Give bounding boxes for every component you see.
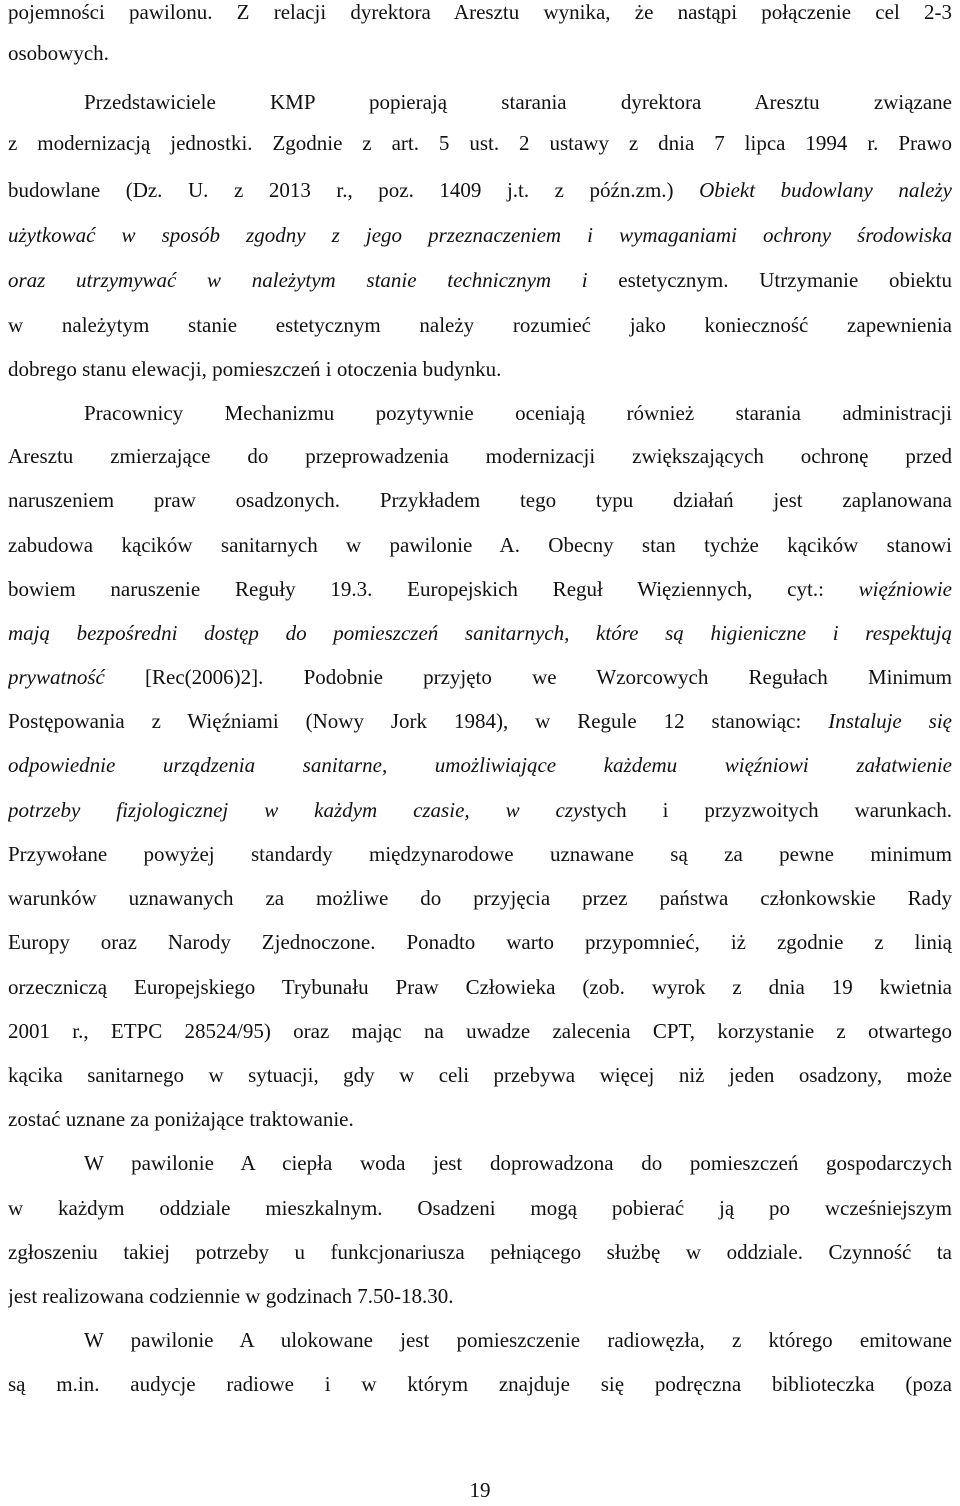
text-line: orzeczniczą Europejskiego Trybunału Praw Człowieka (zob. wyrok z dnia 19 kwietnia xyxy=(8,975,952,999)
text-line: 2001 r., ETPC 28524/95) oraz mając na uwadze zalecenia CPT, korzystanie z otwartego xyxy=(8,1019,952,1043)
text-line: dobrego stanu elewacji, pomieszczeń i otoczenia budynku. xyxy=(8,357,502,381)
text-line: w należytym stanie estetycznym należy rozumieć jako konieczność zapewnienia xyxy=(8,313,952,337)
text-line: są m.in. audycje radiowe i w którym znajduje się podręczna biblioteczka (poza xyxy=(8,1372,952,1396)
text-line: użytkować w sposób zgodny z jego przeznaczeniem i wymaganiami ochrony środowiska xyxy=(8,223,952,247)
text-line: osobowych. xyxy=(8,41,109,65)
text-line: prywatność [Rec(2006)2]. Podobnie przyjęto we Wzorcowych Regułach Minimum xyxy=(8,665,952,689)
text-line: Aresztu zmierzające do przeprowadzenia modernizacji zwiększających ochronę przed xyxy=(8,444,952,468)
text-line: budowlane (Dz. U. z 2013 r., poz. 1409 j.t. z późn.zm.) Obiekt budowlany należy xyxy=(8,178,952,202)
text-line: zostać uznane za poniżające traktowanie. xyxy=(8,1107,354,1131)
paragraph-start-line: W pawilonie A ciepła woda jest doprowadzona do pomieszczeń gospodarczych xyxy=(84,1151,952,1175)
text-line: zabudowa kącików sanitarnych w pawilonie A. Obecny stan tychże kącików stanowi xyxy=(8,533,952,557)
text-line: oraz utrzymywać w należytym stanie technicznym i estetycznym. Utrzymanie obiektu xyxy=(8,268,952,292)
paragraph-start-line: W pawilonie A ulokowane jest pomieszczenie radiowęzła, z którego emitowane xyxy=(84,1328,952,1352)
text-line: Przywołane powyżej standardy międzynarodowe uznawane są za pewne minimum xyxy=(8,842,952,866)
text-line: w każdym oddziale mieszkalnym. Osadzeni mogą pobierać ją po wcześniejszym xyxy=(8,1196,952,1220)
text-line: Europy oraz Narody Zjednoczone. Ponadto warto przypomnieć, iż zgodnie z linią xyxy=(8,930,952,954)
text-line: pojemności pawilonu. Z relacji dyrektora Aresztu wynika, że nastąpi połączenie cel 2-3 xyxy=(8,0,952,24)
text-line: mają bezpośredni dostęp do pomieszczeń sanitarnych, które są higieniczne i respektują xyxy=(8,621,952,645)
text-line: zgłoszeniu takiej potrzeby u funkcjonariusza pełniącego służbę w oddziale. Czynność ta xyxy=(8,1240,952,1264)
text-line: jest realizowana codziennie w godzinach 7.50-18.30. xyxy=(8,1284,454,1308)
paragraph-start-line: Przedstawiciele KMP popierają starania dyrektora Aresztu związane xyxy=(84,90,952,114)
text-line: odpowiednie urządzenia sanitarne, umożliwiające każdemu więźniowi załatwienie xyxy=(8,753,952,777)
text-line: Postępowania z Więźniami (Nowy Jork 1984), w Regule 12 stanowiąc: Instaluje się xyxy=(8,709,952,733)
text-line: warunków uznawanych za możliwe do przyjęcia przez państwa członkowskie Rady xyxy=(8,886,952,910)
text-line: naruszeniem praw osadzonych. Przykładem tego typu działań jest zaplanowana xyxy=(8,488,952,512)
text-line: kącika sanitarnego w sytuacji, gdy w celi przebywa więcej niż jeden osadzony, może xyxy=(8,1063,952,1087)
page-number: 19 xyxy=(469,1478,491,1502)
text-line: bowiem naruszenie Reguły 19.3. Europejskich Reguł Więziennych, cyt.: więźniowie xyxy=(8,577,952,601)
text-line: potrzeby fizjologicznej w każdym czasie, w czystych i przyzwoitych warunkach. xyxy=(8,798,952,822)
text-line: z modernizacją jednostki. Zgodnie z art. 5 ust. 2 ustawy z dnia 7 lipca 1994 r. Prawo xyxy=(8,131,952,155)
paragraph-start-line: Pracownicy Mechanizmu pozytywnie oceniają również starania administracji xyxy=(84,401,952,425)
